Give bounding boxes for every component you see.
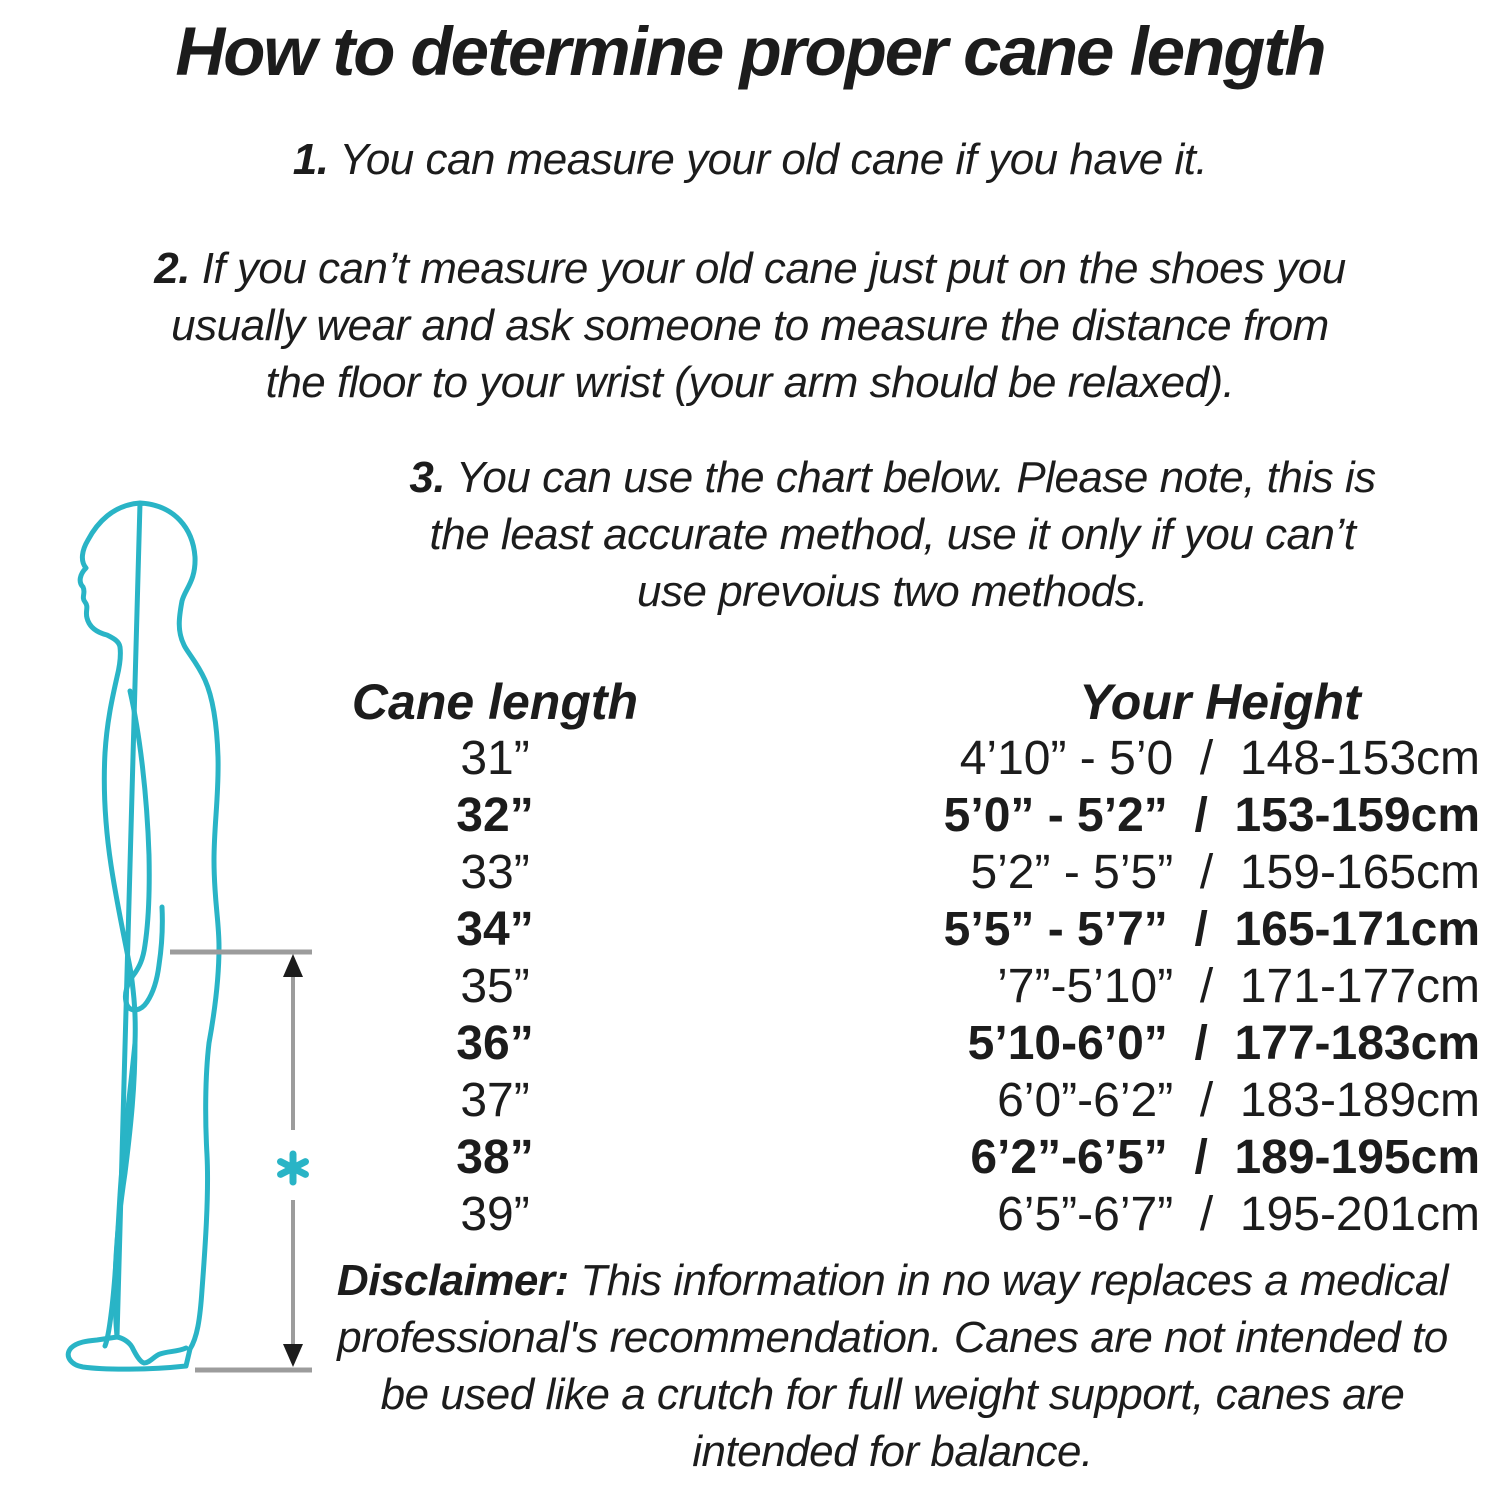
cane-length-value: 35” — [460, 960, 530, 1013]
cane-length-value: 31” — [460, 732, 530, 785]
height-range-value: 6’5”-6’7” / 195-201cm — [997, 1188, 1480, 1241]
table-row — [0, 1072, 1500, 1129]
step-1 — [0, 131, 1500, 188]
step-2-text: 2. If you can’t measure your old cane just put on the shoes you — [154, 244, 1346, 293]
height-range-value: 4’10” - 5’0 / 148-153cm — [959, 732, 1480, 785]
cane-length-value: 37” — [460, 1074, 530, 1127]
page-title: How to determine proper cane length — [175, 13, 1325, 90]
step-3: 3. You can use the chart below. Please note, this is the least accurate method, use it only if you can’t use prevoius two methods. — [285, 449, 1500, 620]
cane-length-value: 34” — [456, 903, 534, 956]
step-2-number: 2. — [154, 244, 190, 293]
cane-length-value: 33” — [460, 846, 530, 899]
step-3-number: 3. — [409, 453, 446, 502]
cane-length-value: 39” — [460, 1188, 530, 1241]
disclaimer-text: Disclaimer: This information in no way replaces a medical — [336, 1256, 1449, 1305]
table-row — [0, 787, 1500, 844]
your-height-column-header: Your Height — [1079, 674, 1361, 730]
table-row — [0, 1186, 1500, 1243]
cane-length-column-header: Cane length — [351, 674, 639, 730]
step-1-number: 1. — [292, 135, 329, 184]
step-3-text: 3. You can use the chart below. Please note, this is — [409, 453, 1376, 502]
table-row — [0, 901, 1500, 958]
cane-length-value: 36” — [456, 1017, 534, 1070]
disclaimer-label: Disclaimer: — [336, 1256, 569, 1305]
height-range-value: 6’0”-6’2” / 183-189cm — [997, 1074, 1480, 1127]
table-row — [0, 844, 1500, 901]
step-2: 2. If you can’t measure your old cane just put on the shoes you usually wear and ask someone to measure the distance from the floor to your wrist (your arm should be relaxed). — [0, 240, 1500, 411]
height-range-value: 5’2” - 5’5” / 159-165cm — [970, 846, 1480, 899]
height-range-value: 5’10-6’0” / 177-183cm — [967, 1017, 1480, 1070]
height-range-value: 5’5” - 5’7” / 165-171cm — [943, 903, 1480, 956]
table-row — [0, 1015, 1500, 1072]
table-row — [0, 1129, 1500, 1186]
cane-length-value: 32” — [456, 789, 534, 842]
height-range-value: ’7”-5’10” / 171-177cm — [997, 960, 1480, 1013]
cane-length-value: 38” — [456, 1131, 534, 1184]
table-row — [0, 958, 1500, 1015]
table-row — [0, 730, 1500, 787]
height-range-value: 5’0” - 5’2” / 153-159cm — [943, 789, 1480, 842]
step-1-text: 1. You can measure your old cane if you have it. — [292, 135, 1208, 184]
disclaimer: Disclaimer: This information in no way replaces a medical professional's recommendation. Canes are not intended to be used like a crutch for full weight support, canes are intended for balance. — [285, 1252, 1500, 1480]
height-range-value: 6’2”-6’5” / 189-195cm — [970, 1131, 1480, 1184]
